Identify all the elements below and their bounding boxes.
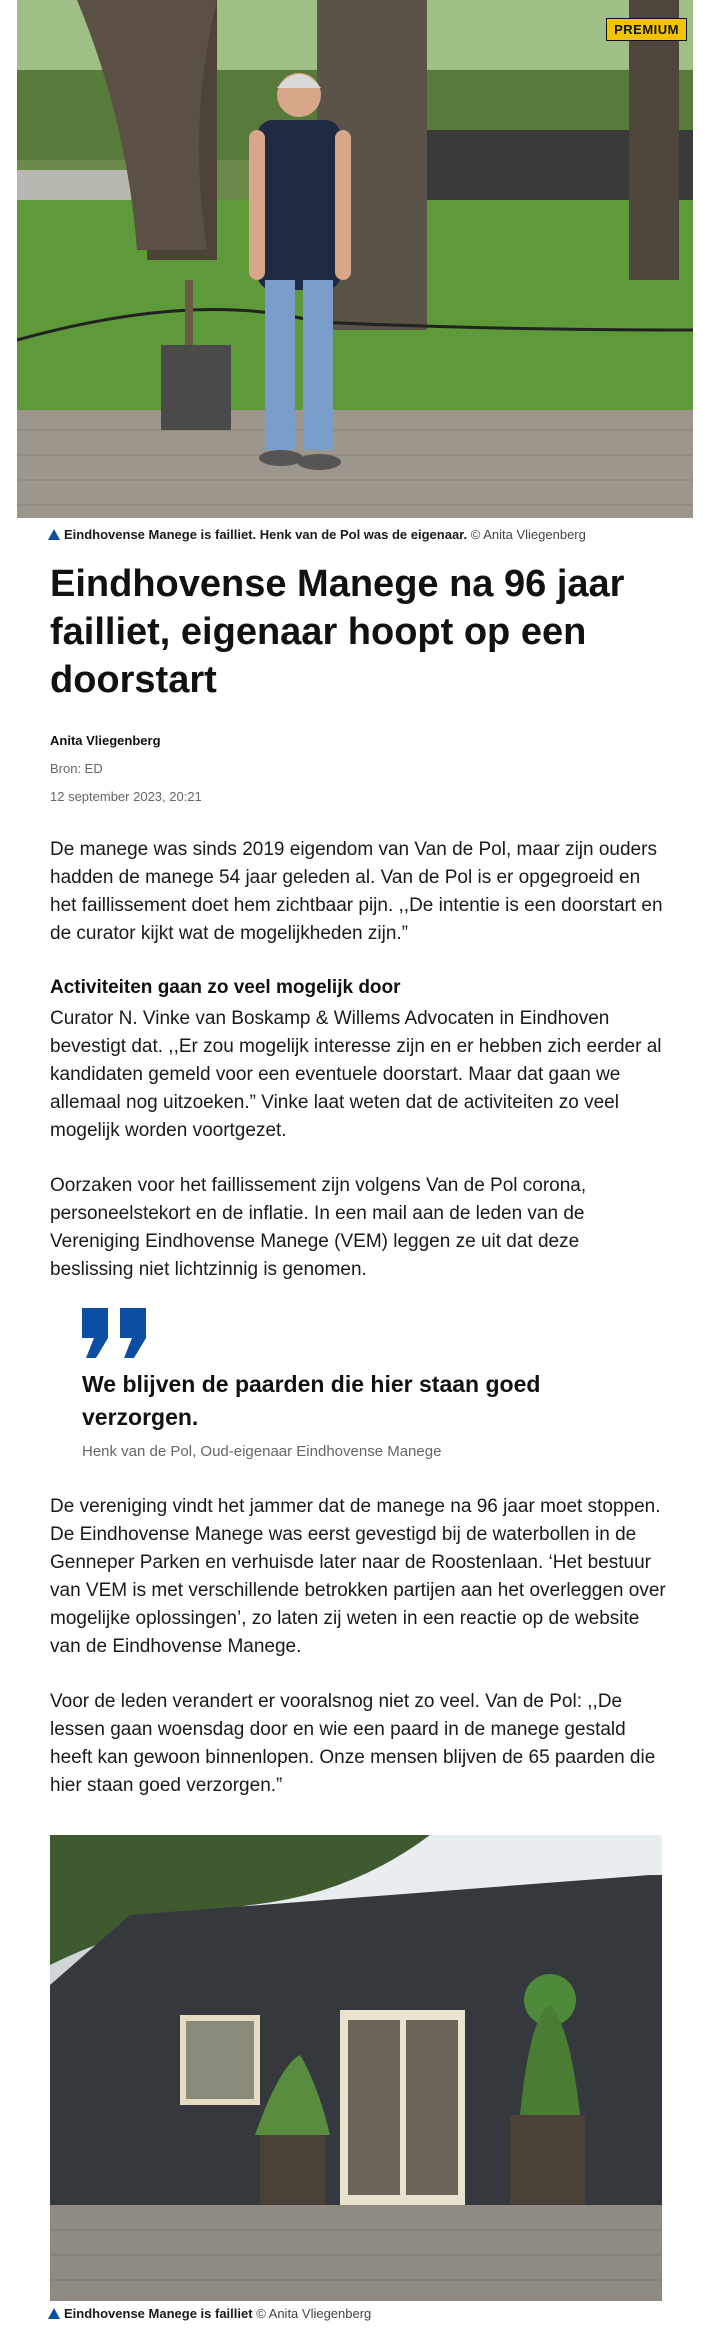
article-paragraph: Curator N. Vinke van Boskamp & Willems Advocaten in Eindhoven bevestigt dat. ,,Er zou mogelijk interesse zijn en er hebben zich eerder al kandidaten gemeld voor een eventuele doorstart. Maar dat gaan we allemaal nog uitzoeken.” Vinke laat weten dat de activiteiten zo veel mogelijk worden voortgezet. <box>50 1008 662 1141</box>
article-subheading: Activiteiten gaan zo veel mogelijk door <box>50 977 401 998</box>
caption-triangle-icon <box>48 529 60 540</box>
building-photo-illustration <box>50 1835 662 2301</box>
article-paragraph: De manege was sinds 2019 eigendom van Van de Pol, maar zijn ouders hadden de manege 54 jaar geleden al. Van de Pol is er opgegroeid en het faillissement doet hem zichtbaar pijn. ,,De intentie is een doorstart en de curator kijkt wat de mogelijkheden zijn.” <box>50 839 663 944</box>
article-paragraph: Voor de leden verandert er vooralsnog niet zo veel. Van de Pol: ,,De lessen gaan woensdag door en wie een paard in de manege gestald heeft kan gewoon binnenlopen. Onze mensen blijven de 65 paarden die hier staan goed verzorgen.” <box>50 1691 656 1796</box>
article-paragraph: De vereniging vindt het jammer dat de manege na 96 jaar moet stoppen. De Eindhovense Manege was eerst gevestigd bij de waterbollen in de Genneper Parken en verhuisde later naar de Roostenlaan. ‘Het bestuur van VEM is met verschillende betrokken partijen aan het overleggen over mogelijke oplossingen’, zo laten zij weten in een reactie op de website van de Eindhovense Manege. <box>50 1496 666 1657</box>
premium-badge: PREMIUM <box>606 18 687 41</box>
photo2-caption <box>48 2306 371 2321</box>
article-date: 12 september 2023, 20:21 <box>50 789 202 804</box>
caption-triangle-icon <box>48 2308 60 2319</box>
article-source: Bron: ED <box>50 761 103 776</box>
article-author[interactable]: Anita Vliegenberg <box>50 733 161 748</box>
hero-caption-text: Eindhovense Manege is failliet. Henk van de Pol was de eigenaar. <box>64 527 468 542</box>
pull-quote: We blijven de paarden die hier staan goed verzorgen. <box>82 1371 541 1430</box>
hero-photo-illustration <box>17 0 693 518</box>
photo2-caption-text: Eindhovense Manege is failliet <box>64 2306 253 2321</box>
building-photo <box>50 1835 662 2301</box>
article-title: Eindhovense Manege na 96 jaar failliet, eigenaar hoopt op een doorstart <box>50 563 625 701</box>
hero-photo <box>17 0 693 518</box>
article-paragraph: Oorzaken voor het faillissement zijn volgens Van de Pol corona, personeelstekort en de inflatie. In een mail aan de leden van de Vereniging Eindhovense Manege (VEM) leggen ze uit dat deze beslissing niet lichtzinnig is genomen. <box>50 1175 587 1280</box>
hero-caption <box>48 527 586 542</box>
quote-icon <box>82 1308 148 1363</box>
pull-quote-attribution: Henk van de Pol, Oud-eigenaar Eindhovense Manege <box>82 1443 442 1460</box>
photo2-caption-credit: © Anita Vliegenberg <box>256 2306 372 2321</box>
hero-caption-credit: © Anita Vliegenberg <box>470 527 586 542</box>
